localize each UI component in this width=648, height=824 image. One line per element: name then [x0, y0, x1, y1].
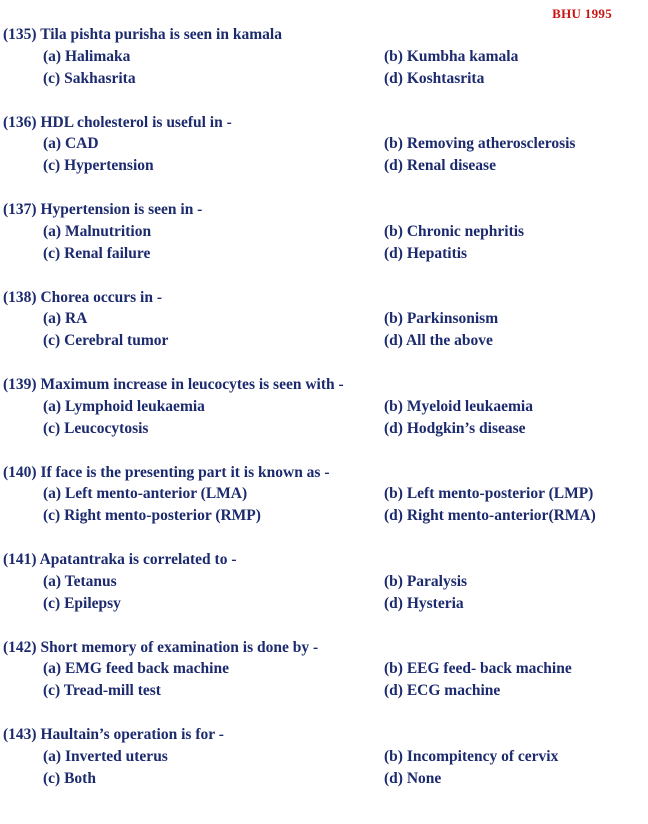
question-stem: [3, 462, 643, 484]
question-text: Haultain’s operation is for -: [40, 726, 224, 743]
question-stem: [3, 287, 643, 309]
option-c: (c) Cerebral tumor: [43, 332, 169, 350]
option-b: (b) Parkinsonism: [384, 310, 499, 328]
question-stem: [3, 724, 643, 746]
option-a: (a) Tetanus: [43, 572, 117, 590]
option-a: (a) Malnutrition: [43, 222, 152, 240]
option-d: (d) Right mento-anterior(RMA): [384, 507, 596, 525]
question-block: [3, 112, 643, 200]
question-number: (136): [3, 113, 37, 131]
option-d: (d) Hodgkin’s disease: [384, 419, 526, 437]
question-stem: [3, 112, 643, 134]
question-text: Maximum increase in leucocytes is seen with -: [40, 376, 344, 393]
option-c: (c) Leucocytosis: [43, 419, 149, 437]
option-c: (c) Right mento-posterior (RMP): [43, 507, 261, 525]
question-stem: [3, 549, 643, 571]
option-a: (a) Halimaka: [43, 47, 131, 65]
option-row: [3, 746, 643, 768]
option-d: (d) Hysteria: [384, 594, 464, 612]
option-row: [3, 46, 643, 68]
question-number: (137): [3, 201, 37, 218]
option-b: (b) Incompitency of cervix: [384, 747, 559, 765]
option-d: (d) Renal disease: [384, 157, 496, 175]
option-row: [3, 593, 643, 615]
option-a: (a) CAD: [43, 135, 99, 153]
option-row: [3, 68, 643, 90]
question-number: (141): [3, 551, 37, 568]
option-d: (d) Koshtasrita: [384, 69, 485, 87]
question-block: [3, 24, 643, 112]
question-number: (142): [3, 638, 37, 656]
option-row: [3, 133, 643, 155]
question-text: Tila pishta purisha is seen in kamala: [40, 26, 282, 43]
option-c: (c) Sakhasrita: [43, 69, 136, 87]
option-d: (d) None: [384, 769, 442, 787]
option-b: (b) Myeloid leukaemia: [384, 397, 533, 415]
option-row: [3, 243, 643, 265]
question-block: [3, 199, 643, 287]
question-stem: [3, 24, 643, 46]
question-text: Chorea occurs in -: [40, 288, 163, 306]
option-row: [3, 155, 643, 177]
option-b: (b) Paralysis: [384, 572, 468, 590]
question-text: If face is the presenting part it is known as -: [40, 463, 330, 481]
question-text: Short memory of examination is done by -: [40, 638, 319, 656]
question-number: (138): [3, 288, 37, 306]
option-d: (d) All the above: [384, 332, 493, 350]
question-text: Apatantraka is correlated to -: [39, 551, 237, 568]
option-c: (c) Tread-mill test: [43, 682, 161, 700]
option-c: (c) Both: [43, 769, 96, 787]
option-row: [3, 330, 643, 352]
option-b: (b) Left mento-posterior (LMP): [384, 485, 594, 503]
option-d: (d) ECG machine: [384, 682, 501, 700]
option-row: [3, 658, 643, 680]
option-row: [3, 308, 643, 330]
question-stem: [3, 637, 643, 659]
option-row: [3, 221, 643, 243]
question-block: [3, 637, 643, 725]
question-block: [3, 549, 643, 637]
option-row: [3, 571, 643, 593]
option-row: [3, 418, 643, 440]
option-row: [3, 768, 643, 790]
question-number: (139): [3, 376, 37, 393]
question-stem: [3, 374, 643, 396]
option-b: (b) Kumbha kamala: [384, 47, 519, 65]
exam-source-tag: BHU 1995: [552, 6, 612, 21]
question-stem: [3, 199, 643, 221]
option-a: (a) Inverted uterus: [43, 747, 168, 765]
option-b: (b) Chronic nephritis: [384, 222, 525, 240]
option-b: (b) EEG feed- back machine: [384, 660, 572, 678]
question-number: (140): [3, 463, 37, 481]
question-text: HDL cholesterol is useful in -: [40, 113, 232, 131]
option-a: (a) Lymphoid leukaemia: [43, 397, 205, 415]
option-a: (a) RA: [43, 310, 88, 328]
question-list: [3, 24, 643, 812]
option-a: (a) Left mento-anterior (LMA): [43, 485, 248, 503]
option-c: (c) Epilepsy: [43, 594, 121, 612]
option-c: (c) Hypertension: [43, 157, 154, 175]
question-block: [3, 462, 643, 550]
question-number: (135): [3, 26, 37, 43]
option-d: (d) Hepatitis: [384, 244, 468, 262]
question-block: [3, 374, 643, 462]
option-b: (b) Removing atherosclerosis: [384, 135, 576, 153]
question-text: Hypertension is seen in -: [40, 201, 203, 218]
option-c: (c) Renal failure: [43, 244, 151, 262]
option-row: [3, 483, 643, 505]
option-row: [3, 396, 643, 418]
question-block: [3, 287, 643, 375]
option-row: [3, 505, 643, 527]
option-a: (a) EMG feed back machine: [43, 660, 229, 678]
option-row: [3, 680, 643, 702]
question-block: [3, 724, 643, 812]
question-number: (143): [3, 726, 37, 743]
